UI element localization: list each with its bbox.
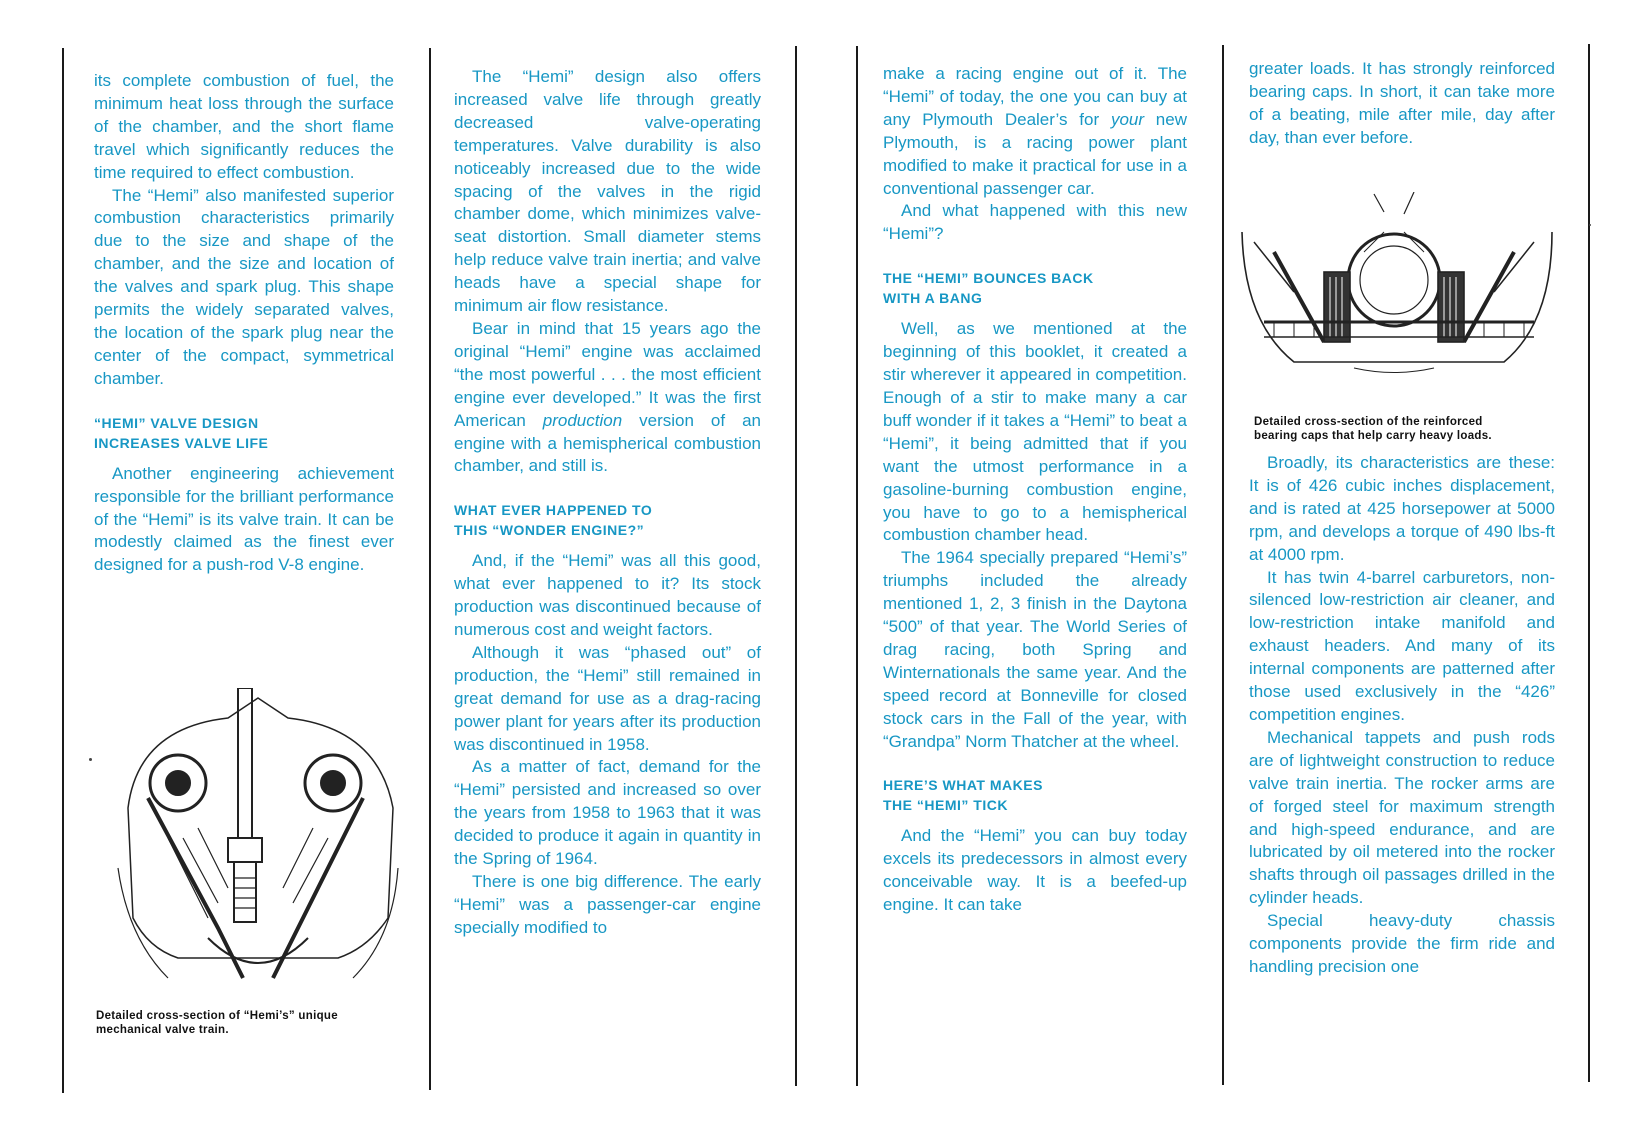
- print-speck: [1589, 224, 1591, 226]
- column-rule-2: [429, 48, 431, 1090]
- text-column-4b: [1249, 452, 1555, 979]
- paragraph: And what happened with this new “Hemi”?: [883, 201, 1187, 244]
- paragraph: greater loads. It has strongly reinforced bearing caps. In short, it can take more of a beating, mile after mile, day after day, than ever before.: [1249, 59, 1555, 147]
- paragraph: And the “Hemi” you can buy today excels its predecessors in almost every conceivable way. It is a beefed-up engine. It can take: [883, 826, 1187, 915]
- paragraph: Bear in mind that 15 years ago the original “Hemi” engine was acclaimed “the most powerful . . . the most efficient engine ever developed.” It was the first American production version of an engine with a hemispherical combustion chamber, and still is.: [454, 318, 761, 476]
- column-rule-6: [1588, 44, 1590, 1082]
- figure-caption-2: Detailed cross-section of the reinforced bearing caps that help carry heavy loads.: [1254, 416, 1492, 442]
- valve-train-cross-section-icon: [108, 688, 408, 990]
- paragraph: There is one big difference. The early “Hemi” was a passenger-car engine specially modified to: [454, 872, 761, 937]
- column-rule-4: [856, 46, 858, 1086]
- section-heading: “HEMI” VALVE DESIGN: [94, 414, 259, 431]
- paragraph: Special heavy-duty chassis components provide the firm ride and handling precision one: [1249, 911, 1555, 976]
- section-heading: WHAT EVER HAPPENED TO: [454, 502, 653, 519]
- section-heading: HERE’S WHAT MAKES: [883, 777, 1043, 794]
- paragraph: Broadly, its characteristics are these: It is of 426 cubic inches displacement, and is rated at 425 horsepower at 5000 rpm, and develops a torque of 490 lbs-ft at 4000 rpm.: [1249, 453, 1555, 564]
- section-heading: THIS “WONDER ENGINE?”: [454, 522, 645, 539]
- paragraph: The “Hemi” also manifested superior combustion characteristics primarily due to the size and shape of the chamber, and the size and location of the valves and spark plug. This shape permits the widely separated valves, the location of the spark plug near the center of the compact, symmetrical chamber.: [94, 185, 394, 388]
- section-heading: WITH A BANG: [883, 290, 983, 307]
- paragraph: The “Hemi” design also offers increased valve life through greatly decreased valve-operating temperatures. Valve durability is also noticeably increased due to the wide spacing of the valves in the rigid chamber dome, which minimizes valve-seat distortion. Small diameter stems help reduce valve train inertia; and valve heads have a special shape for minimum air flow resistance.: [454, 67, 761, 316]
- section-heading: THE “HEMI” BOUNCES BACK: [883, 270, 1094, 287]
- figure-caption-1: Detailed cross-section of “Hemi’s” unique mechanical valve train.: [96, 1010, 338, 1036]
- column-rule-3: [795, 46, 797, 1086]
- paragraph: Although it was “phased out” of production, the “Hemi” still remained in great demand for use as a drag-racing power plant for years after its production was discontinued in 1958.: [454, 642, 761, 754]
- paragraph: And, if the “Hemi” was all this good, what ever happened to it? Its stock production was discontinued because of numerous cost and weight factors.: [454, 551, 761, 640]
- paragraph: As a matter of fact, demand for the “Hemi” persisted and increased so over the years from 1958 to 1963 that it was decided to produce it again in quantity in the Spring of 1964.: [454, 757, 761, 869]
- section-heading: THE “HEMI” TICK: [883, 797, 1008, 814]
- print-speck: [89, 758, 92, 761]
- column-rule-1: [62, 48, 64, 1093]
- paragraph: Another engineering achievement responsible for the brilliant performance of the “Hemi” is its valve train. It can be modestly claimed as the finest ever designed for a push-rod V-8 engine.: [94, 463, 394, 575]
- paragraph: It has twin 4-barrel carburetors, non-silenced low-restriction air cleaner, and low-restriction intake manifold and exhaust headers. And many of its internal components are patterned after those used exclusively in the “426” competition engines.: [1249, 567, 1555, 724]
- column-rule-5: [1222, 45, 1224, 1085]
- text-column-4: [1249, 58, 1555, 150]
- bearing-cap-cross-section-icon: [1234, 192, 1560, 384]
- paragraph: Well, as we mentioned at the beginning of this booklet, it created a stir wherever it appeared in competition. Enough of a stir to make many a car buff wonder if it takes a “Hemi” to beat a “Hemi”, it being admitted that if you want the utmost performance in a gasoline-burning combustion engine, you have to go to a hemispherical combustion chamber head.: [883, 319, 1187, 545]
- text-column-3: [883, 63, 1187, 917]
- paragraph: The 1964 specially prepared “Hemi’s” triumphs included the already mentioned 1, 2, 3 finish in the Daytona “500” of that year. The World Series of drag racing, both Spring and Winternationals the same year. And the speed record at Bonneville for closed stock cars in the Fall of the year, with “Grandpa” Norm Thatcher at the wheel.: [883, 548, 1187, 751]
- text-column-1: [94, 70, 394, 577]
- section-heading: INCREASES VALVE LIFE: [94, 434, 269, 451]
- paragraph: make a racing engine out of it. The “Hemi” of today, the one you can buy at any Plymouth Dealer’s for your new Plymouth, is a racing power plant modified to make it practical for use in a conventional passenger car.: [883, 64, 1187, 198]
- text-column-2: [454, 66, 761, 940]
- paragraph: its complete combustion of fuel, the minimum heat loss through the surface of the chamber, and the short flame travel which significantly reduces the time required to effect combustion.: [94, 71, 394, 182]
- paragraph: Mechanical tappets and push rods are of lightweight construction to reduce valve train inertia. The rocker arms are of forged steel for maximum strength and high-speed endurance, and are lubricated by oil metered into the rocker shafts through oil passages drilled in the cylinder heads.: [1249, 727, 1555, 908]
